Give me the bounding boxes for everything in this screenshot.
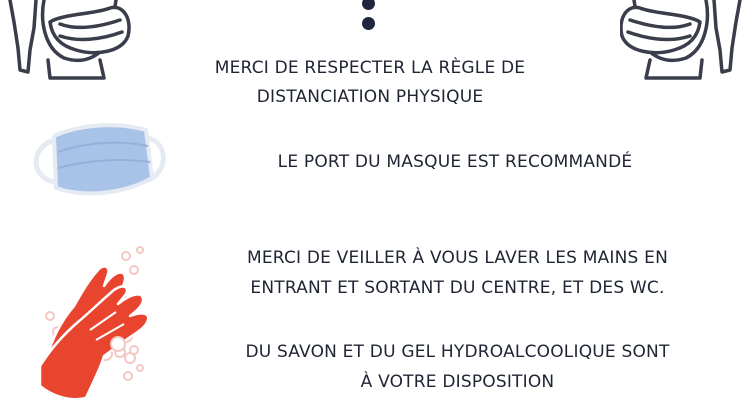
masked-person-right-icon: [620, 0, 750, 82]
handwashing-line-2: ENTRANT ET SORTANT DU CENTRE, ET DES WC.: [250, 278, 665, 298]
handwashing-icon: [30, 240, 170, 405]
separator-dot-lower: [362, 17, 375, 30]
soap-availability-line-2: À VOTRE DISPOSITION: [360, 372, 555, 392]
mask-recommendation-text: LE PORT DU MASQUE EST RECOMMANDÉ: [277, 152, 633, 172]
distancing-line-2: DISTANCIATION PHYSIQUE: [256, 87, 484, 107]
distancing-line-1: MERCI DE RESPECTER LA RÈGLE DE: [214, 58, 526, 78]
handwashing-line-1: MERCI DE VEILLER À VOUS LAVER LES MAINS EN: [246, 248, 669, 268]
separator-dot-upper: [362, 0, 375, 10]
soap-availability-line-1: DU SAVON ET DU GEL HYDROALCOOLIQUE SONT: [245, 342, 670, 362]
masked-person-left-icon: [0, 0, 135, 82]
surgical-mask-icon: [30, 118, 170, 204]
